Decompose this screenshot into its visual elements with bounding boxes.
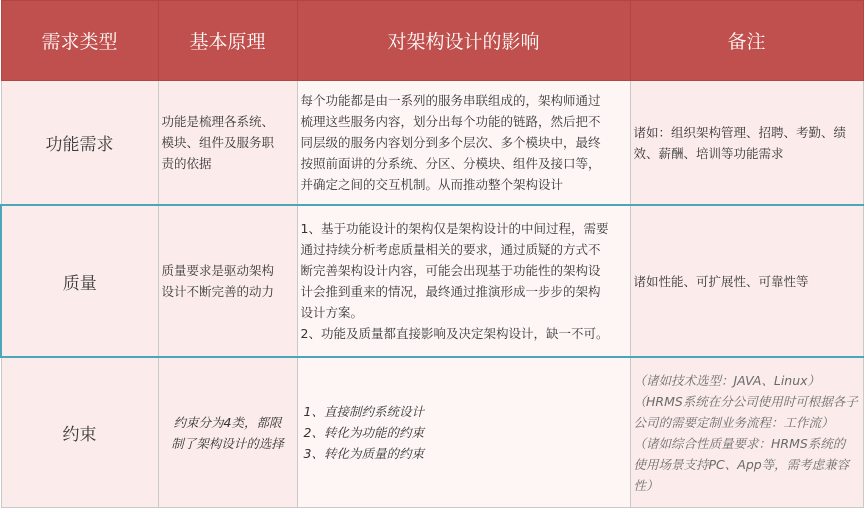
principle-line: 责的依据	[161, 156, 212, 172]
row-type-cell: 功能需求	[1, 81, 158, 205]
impact-line: 计会推到重来的情况，最终通过推演形成一步步的架构	[300, 284, 601, 300]
principle-line: 模块、组件及服务职	[161, 135, 275, 151]
row-type-cell: 质量	[1, 205, 158, 358]
table-row	[1, 205, 863, 358]
note-line: 诸如性能、可扩展性、可靠性等	[633, 273, 809, 289]
impact-line: 通过持续分析考虑质量相关的要求，通过质疑的方式不	[300, 242, 601, 258]
note-line: （诸如技术选型：JAVA、Linux）	[633, 372, 821, 388]
impact-line: 2、转化为功能的约束	[303, 425, 424, 441]
note-line: 性）	[633, 477, 659, 493]
impact-line: 1、直接制约系统设计	[303, 404, 424, 420]
impact-cell	[297, 357, 630, 507]
table-row	[1, 81, 863, 205]
impact-line: 梳理这些服务内容，划分出每个功能的链路，然后把不	[300, 114, 601, 130]
note-line: 公司的需要定制业务流程：工作流）	[633, 414, 834, 430]
header-notes: 备注	[630, 1, 863, 81]
note-cell	[630, 81, 863, 205]
row-type-cell: 约束	[1, 357, 158, 507]
principle-line: 设计不断完善的动力	[161, 284, 275, 300]
principle-line: 功能是梳理各系统、	[161, 114, 275, 130]
table-row	[1, 357, 863, 507]
header-impact: 对架构设计的影响	[297, 1, 630, 81]
principle-line: 质量要求是驱动架构	[161, 263, 275, 279]
impact-cell	[297, 205, 630, 358]
impact-line: 2、功能及质量都直接影响及决定架构设计，缺一不可。	[300, 326, 609, 342]
note-line: 诸如：组织架构管理、招聘、考勤、绩	[633, 124, 847, 140]
impact-line: 并确定之间的交互机制。从而推动整个架构设计	[300, 177, 564, 193]
impact-line: 每个功能都是由一系列的服务串联组成的，架构师通过	[300, 93, 601, 109]
header-basic-principle: 基本原理	[158, 1, 297, 81]
note-line: 效、薪酬、培训等功能需求	[633, 145, 784, 161]
note-cell	[630, 357, 863, 507]
header-requirement-type: 需求类型	[1, 1, 158, 81]
note-line: 使用场景支持PC、App等，需考虑兼容	[633, 456, 850, 472]
principle-line: 约束分为4类，都限	[173, 414, 282, 430]
impact-line: 1、基于功能设计的架构仅是架构设计的中间过程，需要	[300, 221, 609, 237]
impact-line: 设计方案。	[300, 305, 364, 321]
note-cell	[630, 205, 863, 358]
impact-line: 断完善架构设计内容，可能会出现基于功能性的架构设	[300, 263, 601, 279]
principle-cell	[158, 357, 297, 507]
impact-line: 同层级的服务内容划分到多个层次、多个模块中，最终	[300, 135, 601, 151]
note-line: （诸如综合性质量要求：HRMS系统的	[633, 435, 846, 451]
impact-line: 3、转化为质量的约束	[303, 446, 424, 462]
principle-cell	[158, 205, 297, 358]
header-row	[1, 1, 863, 81]
impact-cell	[297, 81, 630, 205]
principle-cell	[158, 81, 297, 205]
impact-line: 按照前面讲的分系统、分区、分模块、组件及接口等，	[300, 156, 601, 172]
principle-line: 制了架构设计的选择	[171, 435, 284, 451]
note-line: （HRMS系统在分公司使用时可根据各子	[633, 393, 858, 409]
